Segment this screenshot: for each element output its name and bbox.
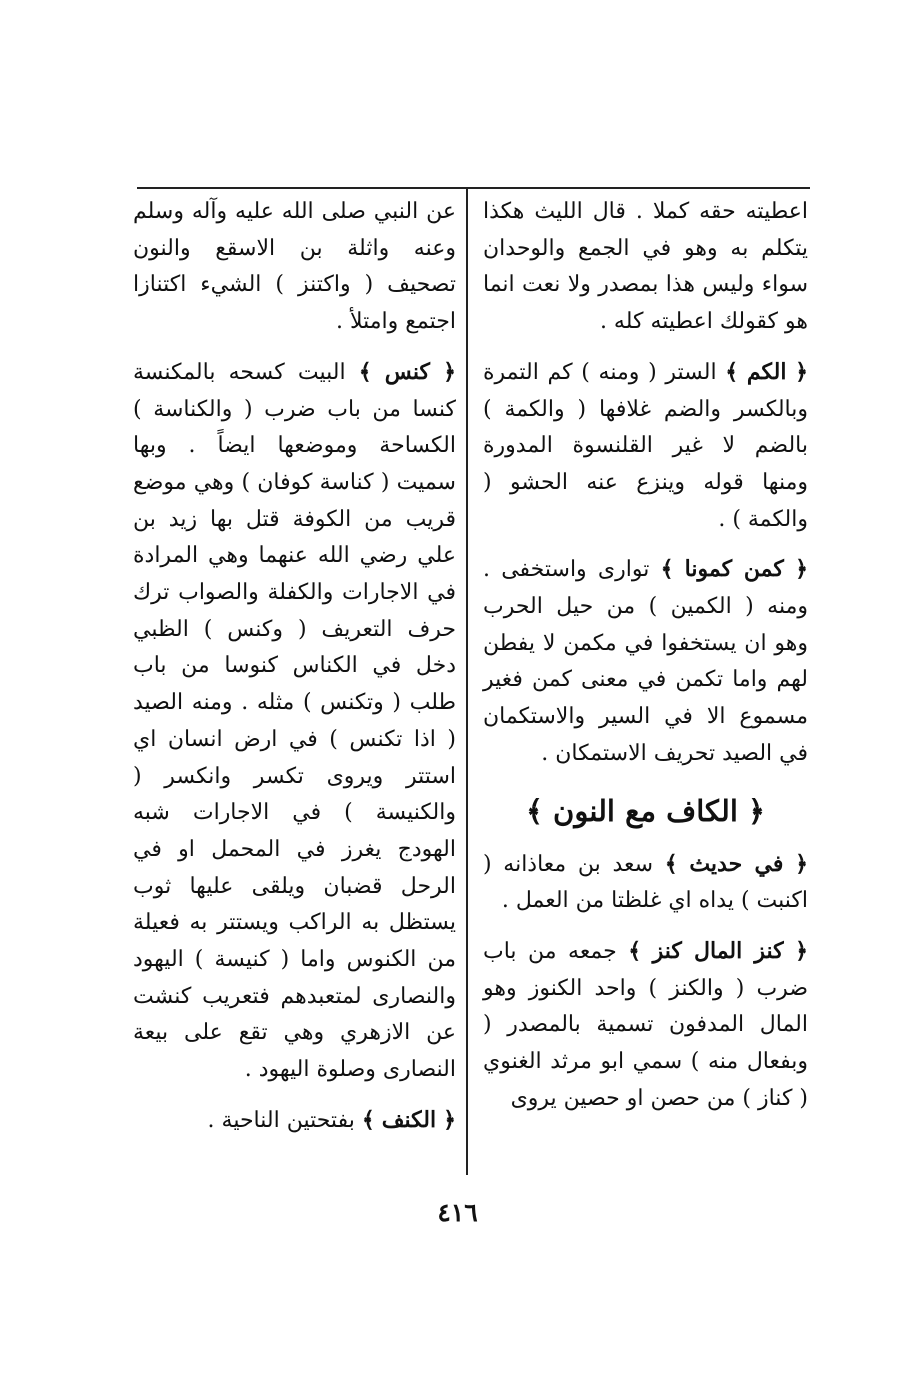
entry-al-kanaf (133, 1102, 456, 1140)
ornate-bracket: ﴾ (664, 850, 678, 877)
paragraph (133, 194, 456, 341)
left-column (133, 194, 456, 1153)
section-heading (483, 786, 808, 836)
headword: كنس (384, 358, 430, 385)
entry-text: بفتحتين الناحية . (207, 1107, 355, 1133)
headword: في حديث (689, 850, 784, 877)
ornate-bracket: ﴿ (795, 850, 808, 877)
ornate-bracket: ﴿ (795, 937, 808, 964)
ornate-bracket: ﴿ (748, 793, 766, 828)
ornate-bracket: ﴾ (660, 556, 674, 583)
entry-text: الستر ( ومنه ) كم التمرة وبالكسر والضم غلافها ( والكمة ) بالضم لا غير القلنسوة المدورة ومنها قوله وينزع عنه الحشو ( والكمة ) . (483, 359, 808, 532)
entry-kamana (483, 551, 808, 772)
entry-text: توارى واستخفى . ومنه ( الكمين ) من حيل الحرب وهو ان يستخفوا في مكمن لا يفطن لهم واما تكمن في معنى كمن فغير مسموع الا في السير والاستكمان في الصيد تحريف الاستمكان . (483, 557, 808, 766)
ornate-bracket: ﴾ (358, 358, 372, 385)
column-separator (466, 189, 468, 1175)
entry-text: البيت كسحه بالمكنسة كنسا من باب ضرب ( والكناسة ) الكساحة وموضعها ايضاً . وبها سميت ( كناسة كوفان ) وهي موضع قريب من الكوفة قتل بها زيد بن علي رضي الله عنهما وهي المرادة في الاجارات والكفلة والصواب ترك حرف التعريف ( وكنس ) الظبي دخل في الكناس كنوسا من باب طلب ( وتكنس ) مثله . ومنه الصيد ( اذا تكنس ) في ارض انسان اي استتر ويروى تكسر وانكسر ( والكنيسة ) في الاجارات شبه الهودج يغرز في المحمل او في الرحل قضبان ويلقى عليها ثوب يستظل به الراكب ويستتر به فعيلة من الكنوس واما ( كنيسة ) اليهود والنصارى لمتعبدهم فتعريب كنشت عن الازهري وهي تقع على بيعة النصارى وصلوة اليهود . (133, 359, 456, 1083)
entry-kanasa (133, 354, 456, 1089)
headword: كنز المال كنز (652, 937, 784, 964)
ornate-bracket: ﴿ (795, 358, 809, 385)
paragraph (483, 194, 808, 341)
entry-fi-hadith (483, 846, 808, 920)
ornate-bracket: ﴿ (443, 1106, 456, 1133)
section-title: الكاف مع النون (553, 793, 738, 828)
headword: كمن كمونا (684, 556, 784, 583)
right-column (483, 194, 808, 1130)
headword: الكنف (381, 1106, 437, 1133)
ornate-bracket: ﴾ (725, 358, 739, 385)
paragraph-text: عن النبي صلى الله عليه وآله وسلم وعنه واثلة بن الاسقع والنون تصحيف ( واكتنز ) الشيء اكتنازا اجتمع وامتلأ . (133, 199, 456, 335)
page-number: ٤١٦ (437, 1198, 478, 1227)
ornate-bracket: ﴾ (628, 937, 642, 964)
entry-text: جمعه من باب ضرب ( والكنز ) واحد الكنوز وهو المال المدفون تسمية بالمصدر ( وبفعال منه ) سمي ابو مرثد الغنوي ( كناز ) من حصن او حصين يروى (483, 938, 808, 1111)
ornate-bracket: ﴿ (795, 556, 808, 583)
paragraph-text: اعطيته حقه كملا . قال الليث هكذا يتكلم به وهو في الجمع والوحدان سواء وليس هذا بمصدر ولا نعت انما هو كقولك اعطيته كله . (483, 199, 808, 335)
ornate-bracket: ﴾ (525, 793, 543, 828)
headword: الكم (746, 358, 787, 385)
entry-al-kamm (483, 354, 808, 539)
ornate-bracket: ﴾ (361, 1106, 375, 1133)
top-rule (137, 187, 810, 189)
ornate-bracket: ﴿ (443, 358, 456, 385)
entry-kanz (483, 933, 808, 1118)
entry-text: سعد بن معاذانه ( اكنبت ) يداه اي غلظتا من العمل . (483, 851, 808, 914)
